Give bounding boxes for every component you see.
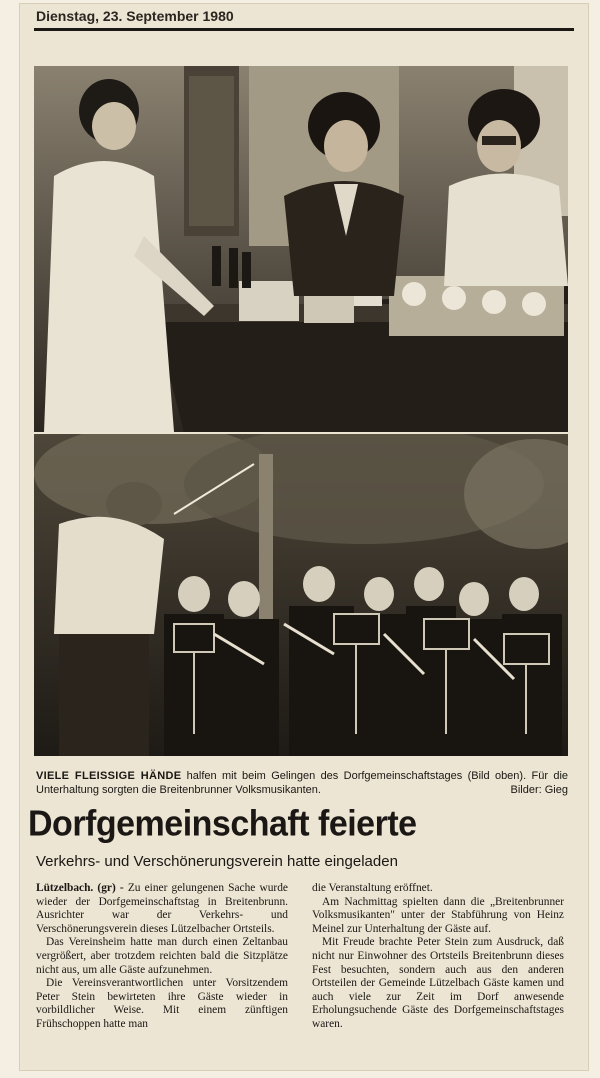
article-subhead: Verkehrs- und Verschönerungsverein hatte eingeladen: [36, 853, 398, 870]
photo-credit: Bilder: Gieg: [510, 784, 568, 796]
article-column-left: [36, 882, 288, 1032]
article-paragraph: Mit Freude brachte Peter Stein zum Ausdruck, daß nicht nur Einwohner des Ortsteils Breitenbrunn dieses Fest besuchten, sondern auch aus den anderen Ortsteilen der Gemeinde Lützelbach Gäste kamen und auch viele zur Zeit im Dorf anwesende Erholungsuchende Gäste des Dorfgemeinschaftstages waren.: [312, 936, 564, 1030]
article-paragraph: Die Vereinsverantwortlichen unter Vorsitzendem Peter Stein bewirteten ihre Gäste wieder in vorbildlicher Weise. Mit einem zünftigen Frühschoppen hatte man: [36, 977, 288, 1030]
photo-counter-image: [34, 66, 568, 432]
article-paragraph: die Veranstaltung eröffnet.: [312, 882, 433, 894]
dateline: Dienstag, 23. September 1980: [36, 8, 234, 24]
photo-band-image: [34, 434, 568, 756]
article-paragraph: Am Nachmittag spielten dann die „Breitenbrunner Volksmusikanten" unter der Stabführung von Heinz Meinel zur Unterhaltung der Gäste auf.: [312, 895, 564, 935]
article-column-right: [312, 882, 564, 1032]
photo-counter-scene: [34, 66, 568, 432]
header-rule: [34, 28, 574, 31]
photo-band-scene: [34, 434, 568, 756]
caption-text: halfen mit beim Gelingen des Dorfgemeinschaftstages (Bild oben). Für die Unterhaltung sorgten die Breitenbrunner Volksmusikanten.: [36, 770, 569, 796]
article-paragraph: Lützelbach. (gr) - Zu einer gelungenen Sache wurde wieder der Dorfgemeinschaftstag in Breitenbrunn. Ausrichter war der Verkehrs- und Verschönerungsverein dieses Lützelbacher Ortsteils.: [36, 882, 288, 935]
article-paragraph: Das Vereinsheim hatte man durch einen Zeltanbau vergrößert, aber trotzdem reichten bald die Sitzplätze nicht aus, um alle Gäste aufzunehmen.: [36, 936, 288, 976]
article-headline: Dorfgemeinschaft feierte: [28, 804, 417, 844]
caption-lead: VIELE FLEISSIGE HÄNDE: [36, 770, 182, 782]
newspaper-clipping: [20, 4, 588, 1070]
article-place: Lützelbach. (gr) -: [36, 882, 124, 894]
photo-caption: [36, 769, 568, 797]
